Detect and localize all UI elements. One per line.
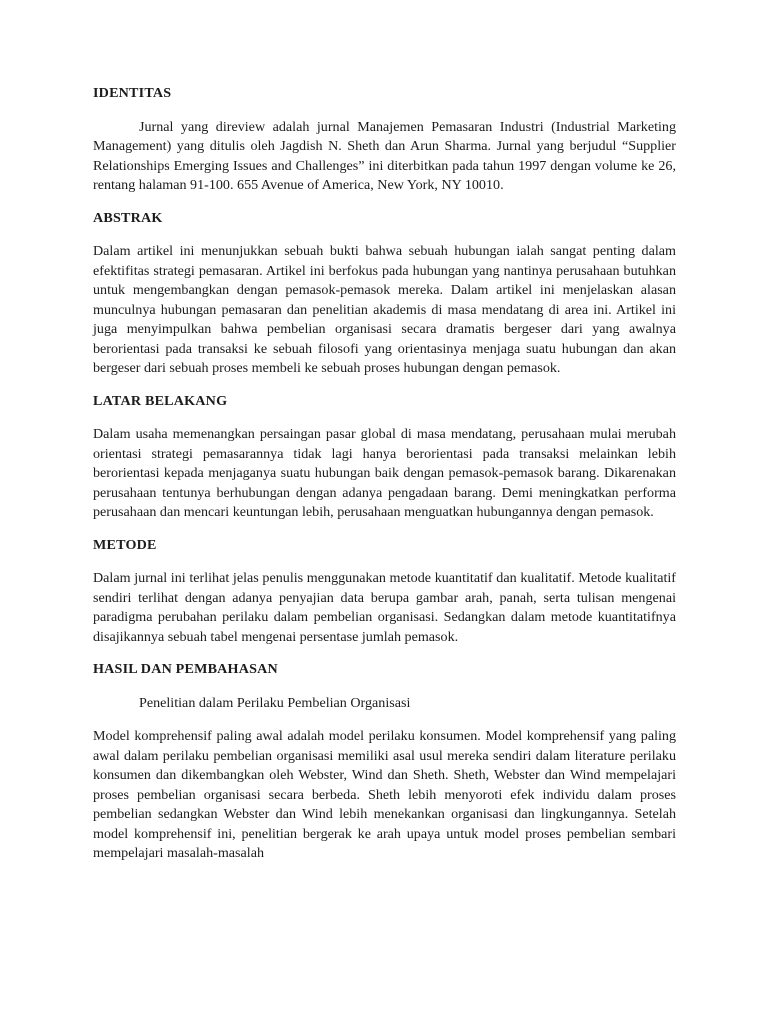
paragraph-identitas: Jurnal yang direview adalah jurnal Manajemen Pemasaran Industri (Industrial Marketing Management) yang ditulis oleh Jagdish N. Sheth dan Arun Sharma. Jurnal yang berjudul “Supplier Relationships Emerging Issues and Challenges” ini diterbitkan pada tahun 1997 dengan volume ke 26, rentang halaman 91-100. 655 Avenue of America, New York, NY 10010. (93, 118, 676, 193)
section-metode (93, 536, 676, 648)
section-title-identitas: IDENTITAS (93, 85, 172, 101)
section-title-metode: METODE (93, 536, 157, 553)
paragraph-metode: Dalam jurnal ini terlihat jelas penulis menggunakan metode kuantitatif dan kualitatif. Metode kualitatif sendiri terlihat dengan adanya penyajian data berupa gambar arah, panah, serta tulisan mengenai paradigma perubahan perilaku dalam pembelian organisasi. Sedangkan dalam metode kuantitatifnya disajikannya sebuah tabel mengenai persentase jumlah pemasok. (93, 570, 676, 645)
paragraph-abstrak: Dalam artikel ini menunjukkan sebuah bukti bahwa sebuah hubungan ialah sangat penting dalam efektifitas strategi pemasaran. Artikel ini berfokus pada hubungan yang nantinya perusahaan butuhkan untuk mengembangkan dengan pemasok-pemasok mereka. Dalam artikel ini menjelaskan alasan munculnya hubungan pemasaran dan penelitian akademis di masa mendatang di area ini. Artikel ini juga menyimpulkan bahwa pembelian organisasi secara dramatis bergeser dari yang awalnya berorientasi pada transaksi ke sebuah filosofi yang orientasinya menjaga suatu hubungan dan akan bergeser dari sebuah proses membeli ke sebuah proses hubungan dengan pemasok. (93, 243, 676, 376)
paragraph-hasil: Model komprehensif paling awal adalah model perilaku konsumen. Model komprehensif yang paling awal dalam perilaku pembelian organisasi memiliki asal usul mereka sendiri dalam literature perilaku konsumen dan dikembangkan oleh Webster, Wind dan Sheth. Sheth, Webster dan Wind mempelajari proses pembelian organisasi secara berbeda. Sheth lebih menyoroti efek individu dalam proses pembelian sedangkan Webster dan Wind lebih menekankan organisasi dan lingkungannya. Setelah model komprehensif ini, penelitian bergerak ke arah upaya untuk model proses pembelian sembari mempelajari masalah-masalah (93, 728, 676, 861)
section-title-abstrak: ABSTRAK (93, 209, 163, 226)
section-title-hasil-dan-pembahasan: HASIL DAN PEMBAHASAN (93, 661, 278, 677)
section-latar-belakang (93, 392, 676, 523)
section-hasil-dan-pembahasan (93, 660, 676, 864)
paragraph-latar-belakang: Dalam usaha memenangkan persaingan pasar global di masa mendatang, perusahaan mulai merubah orientasi strategi pemasarannya tidak lagi hanya berorientasi pada transaksi melainkan lebih berorientasi kepada menjaganya suatu hubungan baik dengan pemasok-pemasok barang. Dikarenakan perusahaan tentunya berhubungan dengan adanya pengadaan barang. Demi meningkatkan performa perusahaan dan mencari keuntungan lebih, perusahaan menguatkan hubungannya dengan pemasok. (93, 426, 676, 520)
document-page (93, 84, 676, 864)
section-abstrak (93, 209, 676, 379)
section-identitas (93, 84, 676, 196)
subheading-penelitian: Penelitian dalam Perilaku Pembelian Organisasi (139, 694, 411, 711)
section-title-latar-belakang: LATAR BELAKANG (93, 392, 228, 409)
